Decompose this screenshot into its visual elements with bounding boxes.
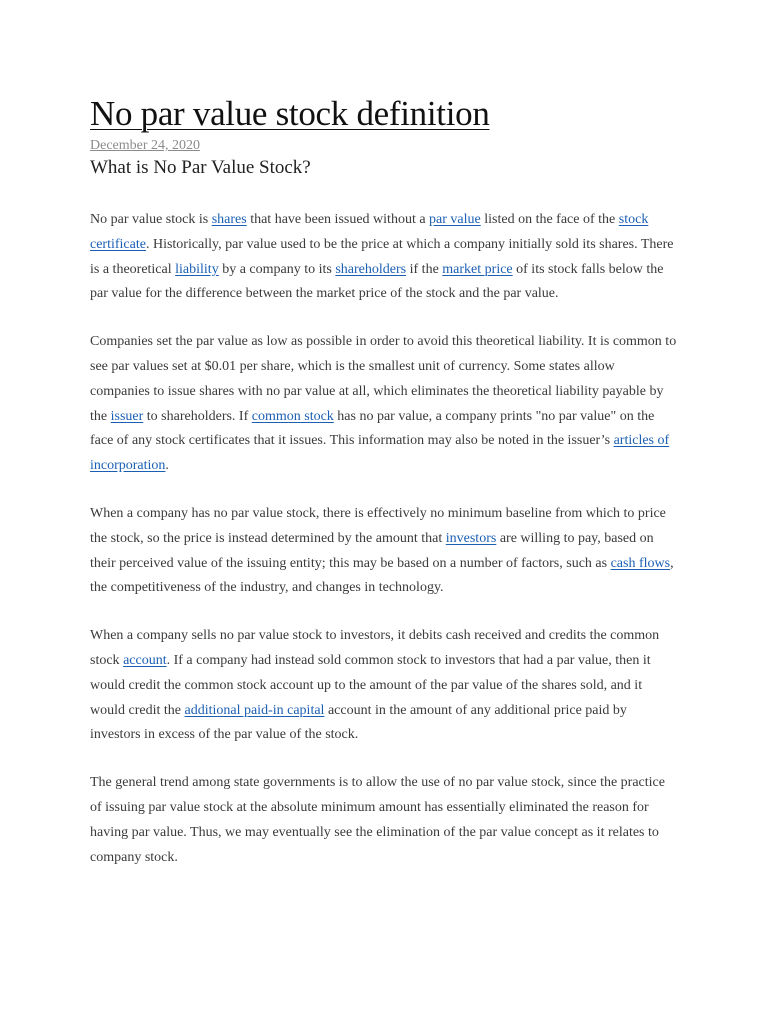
link-stock-certificate[interactable]: stock certificate — [90, 212, 649, 252]
paragraph-text: . Historically, par value used to be the price at which a company initially sold its shares. There is a theoretical — [90, 236, 674, 277]
link-investors[interactable]: investors — [445, 530, 497, 546]
link-market-price[interactable]: market price — [442, 261, 513, 277]
article-date-link[interactable]: December 24, 2020 — [90, 138, 201, 153]
paragraph-text: , the competitiveness of the industry, and changes in technology. — [90, 555, 674, 596]
paragraph-text: Companies set the par value as low as possible in order to avoid this theoretical liability. It is common to see par values set at $0.01 per share, which is the smallest unit of currency. Some states allow companies to issue shares with no par value at all, which eliminates the theoretical liability payable by the — [90, 334, 677, 424]
link-additional-paid-in-capital[interactable]: additional paid-in capital — [184, 702, 325, 718]
link-common-stock[interactable]: common stock — [251, 408, 334, 424]
paragraph-text: by a company to its — [218, 261, 336, 277]
article-title[interactable]: No par value stock definition — [90, 94, 490, 133]
paragraph-text: When a company sells no par value stock to investors, it debits cash received and credits the common stock — [90, 628, 660, 668]
paragraph-text: are willing to pay, based on their perceived value of the issuing entity; this may be based on a number of factors, such as — [90, 530, 654, 571]
article — [90, 92, 678, 870]
link-shares[interactable]: shares — [211, 212, 247, 227]
link-par-value[interactable]: par value — [429, 212, 481, 227]
paragraph-text: listed on the face of the — [480, 212, 619, 227]
paragraph-text: has no par value, a company prints "no par value" on the face of any stock certificates that it issues. This information may also be noted in the issuer’s — [90, 408, 655, 449]
paragraph-text: No par value stock is — [90, 212, 212, 227]
article-subtitle: What is No Par Value Stock? — [90, 157, 311, 178]
paragraph-text: that have been issued without a — [246, 212, 430, 227]
paragraph-3 — [90, 502, 678, 601]
link-account[interactable]: account — [123, 652, 167, 668]
paragraph-4 — [90, 624, 678, 748]
paragraph-text: When a company has no par value stock, there is effectively no minimum baseline from which to price the stock, so the price is instead determined by the amount that — [90, 505, 666, 546]
paragraph-text: to shareholders. If — [143, 408, 252, 424]
link-articles-of-incorporation[interactable]: articles of incorporation — [90, 433, 670, 474]
paragraph-text: account in the amount of any additional price paid by investors in excess of the par value of the stock. — [90, 702, 627, 743]
link-shareholders[interactable]: shareholders — [335, 261, 407, 277]
paragraph-1 — [90, 208, 678, 307]
paragraph-text: . — [165, 458, 169, 474]
paragraph-2 — [90, 330, 678, 479]
link-cash-flows[interactable]: cash flows — [610, 555, 671, 571]
article-body — [90, 208, 678, 870]
link-issuer[interactable]: issuer — [110, 408, 144, 424]
paragraph-text: if the — [406, 261, 443, 277]
paragraph-text: of its stock falls below the par value for the difference between the market price of the stock and the par value. — [90, 261, 664, 302]
paragraph-text: The general trend among state governments is to allow the use of no par value stock, since the practice of issuing par value stock at the absolute minimum amount has essentially eliminated the reason for having par value. Thus, we may eventually see the elimination of the par value concept as it relates to company stock. — [90, 775, 665, 865]
paragraph-5 — [90, 771, 678, 870]
paragraph-text: . If a company had instead sold common stock to investors that had a par value, then it would credit the common stock account up to the amount of the par value of the shares sold, and it would credit the — [90, 652, 651, 718]
link-liability[interactable]: liability — [175, 261, 219, 277]
